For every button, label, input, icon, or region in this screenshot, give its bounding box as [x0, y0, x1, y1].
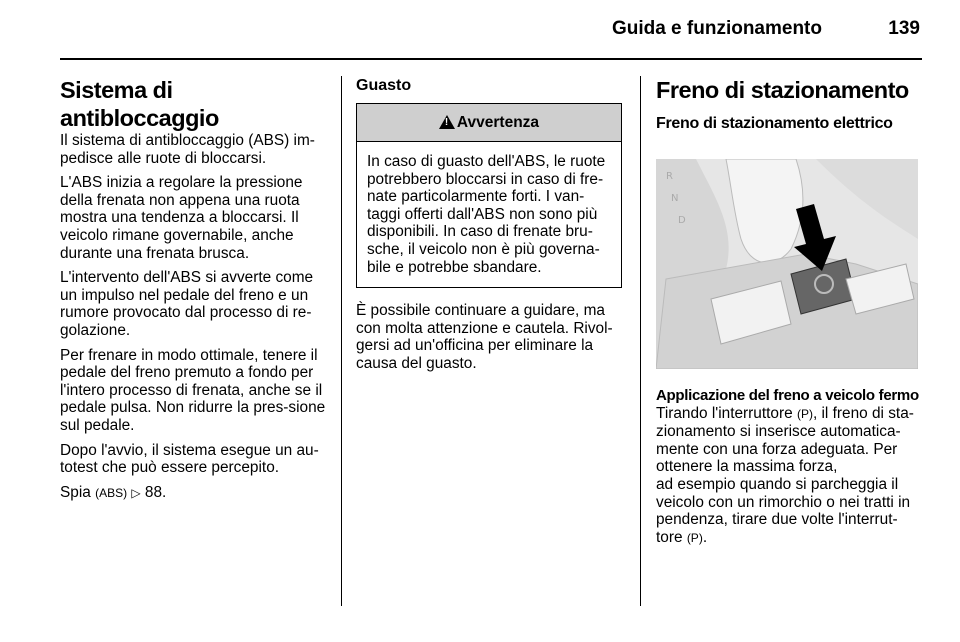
paragraph: È possibile continuare a guidare, ma con molta attenzione e cautela. Rivol-gersi ad un'officina per eliminare la causa del guasto. [356, 302, 613, 372]
subheading-apply-brake: Applicazione del freno a veicolo fermo [656, 387, 919, 404]
parking-brake-switch-figure [656, 159, 918, 369]
column-divider-right [640, 76, 641, 606]
svg-text:D: D [678, 215, 686, 226]
column-abs [60, 76, 326, 509]
column-guasto [356, 76, 622, 380]
section-heading-parking-brake: Freno di stazionamento [656, 77, 909, 103]
parking-brake-illustration [656, 159, 918, 369]
page-ref-icon: ▷ [131, 485, 141, 500]
apply-text-part: ad esempio quando si parcheggia il veicolo con un rimorchio o nei tratti in pendenza, tirare due volte l'interrut-tore [656, 475, 911, 546]
spia-page-link[interactable]: 88. [144, 483, 167, 501]
paragraph: Dopo l'avvio, il sistema esegue un au-totest che può essere percepito. [60, 441, 319, 477]
parking-switch-icon: (P) [686, 530, 703, 545]
header-title: Guida e funzionamento [611, 18, 822, 39]
warning-triangle-icon [439, 115, 455, 129]
warning-title: Avvertenza [456, 113, 540, 131]
section-heading-abs: Sistema di antibloccaggio [60, 77, 219, 131]
warning-box [356, 103, 622, 288]
paragraph: Per frenare in modo ottimale, tenere il pedale del freno premuto a fondo per l'intero processo di frenata, anche se il pedale pulsa. Non ridurre la pres-sione sul pedale. [60, 346, 326, 434]
apply-text-part: Tirando l'interruttore [656, 404, 793, 422]
section-heading-guasto: Guasto [356, 77, 412, 94]
apply-text-part: , il freno di sta-zionamento si inserisce automatica-mente con una forza adeguata. Per ottenere la massima forza, [656, 404, 914, 476]
warning-text: In caso di guasto dell'ABS, le ruote potrebbero bloccarsi in caso di fre-nate particolarmente forti. I van-taggi offerti dall'ABS non sono più disponibili. In caso di frenate bru-sche, il veicolo non è più governa-bile e potrebbe sbandare. [367, 153, 606, 276]
spia-reference [60, 484, 326, 503]
parking-switch-icon: (P) [796, 406, 813, 421]
header-rule [60, 58, 922, 60]
svg-text:R: R [666, 171, 673, 182]
spia-label: Spia [60, 483, 91, 501]
page-number: 139 [888, 18, 920, 39]
svg-text:N: N [671, 193, 679, 204]
paragraph-apply-brake [656, 405, 922, 548]
column-parking-brake [656, 76, 922, 554]
warning-header [357, 104, 621, 142]
paragraph: L'ABS inizia a regolare la pressione della frenata non appena una ruota mostra una tendenza a bloccarsi. Il veicolo rimane governabile, anche durante una frenata brusca. [60, 174, 303, 262]
column-divider-left [341, 76, 342, 606]
trailing-dot: . [702, 528, 708, 546]
paragraph: Il sistema di antibloccaggio (ABS) im-pedisce alle ruote di bloccarsi. [60, 132, 315, 167]
subheading-electric-parking-brake: Freno di stazionamento elettrico [656, 115, 893, 132]
abs-warning-light-icon: (ABS) [95, 485, 128, 500]
paragraph: L'intervento dell'ABS si avverte come un impulso nel pedale del freno e un rumore provocato dal processo di re-golazione. [60, 269, 314, 339]
